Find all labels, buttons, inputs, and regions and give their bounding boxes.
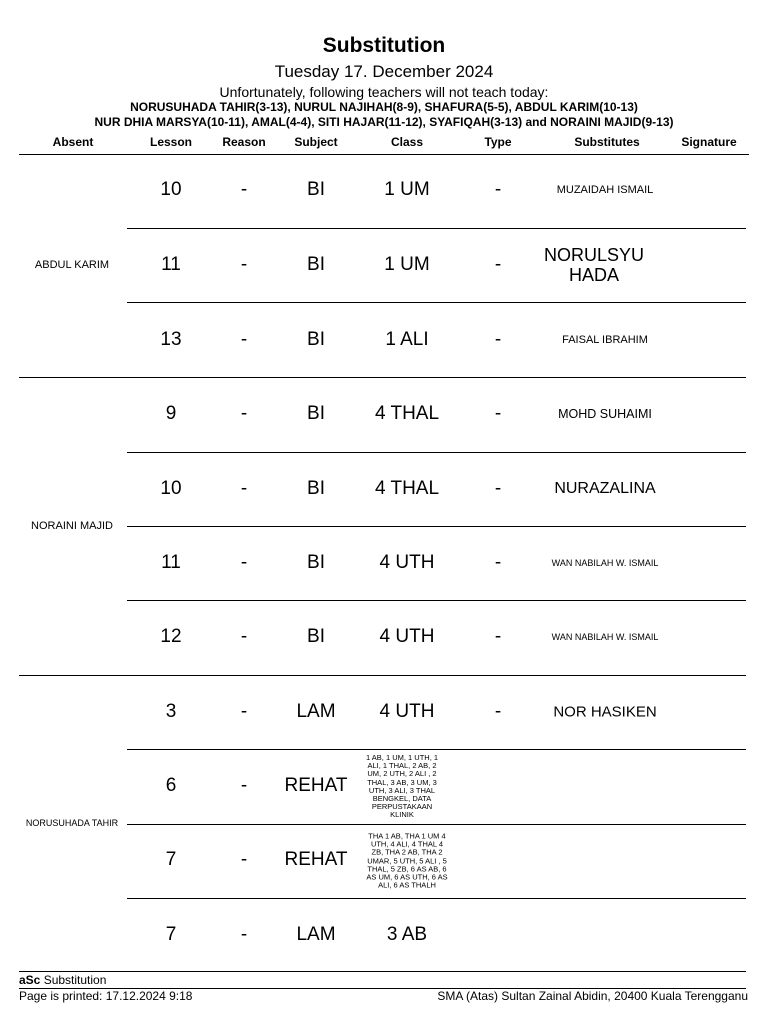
- reason-cell: -: [240, 403, 248, 424]
- substitute-cell: MOHD SUHAIMI: [558, 407, 652, 421]
- reason-cell: -: [240, 179, 248, 200]
- type-cell: -: [494, 329, 502, 350]
- subject-cell: BI: [307, 403, 325, 424]
- column-header-type: Type: [484, 135, 512, 149]
- subject-cell: BI: [307, 552, 325, 573]
- reason-cell: -: [240, 626, 248, 647]
- row-divider: [127, 600, 746, 601]
- column-header-absent: Absent: [52, 135, 94, 149]
- column-header-class: Class: [390, 135, 424, 149]
- intro-text: Unfortunately, following teachers will not teach today:: [219, 84, 549, 100]
- lesson-cell: 7: [165, 849, 177, 870]
- group-divider: [19, 377, 746, 378]
- reason-cell: -: [240, 924, 248, 945]
- reason-cell: -: [240, 254, 248, 275]
- column-header-signature: Signature: [681, 135, 737, 149]
- lesson-cell: 7: [165, 924, 177, 945]
- footer-school: SMA (Atas) Sultan Zainal Abidin, 20400 Kuala Terengganu: [437, 989, 748, 1003]
- subject-cell: REHAT: [284, 775, 348, 796]
- class-cell: 1 UM: [384, 179, 430, 200]
- class-cell: 4 THAL: [374, 478, 440, 499]
- type-cell: -: [494, 403, 502, 424]
- class-cell: 4 UTH: [379, 552, 435, 573]
- row-divider: [127, 302, 746, 303]
- absent-teacher: ABDUL KARIM: [34, 259, 110, 271]
- lesson-cell: 10: [160, 478, 182, 499]
- lesson-cell: 3: [165, 701, 177, 722]
- type-cell: -: [494, 179, 502, 200]
- footer-brand: [19, 973, 106, 987]
- lesson-cell: 11: [161, 254, 181, 275]
- footer-divider: [19, 971, 746, 972]
- reason-cell: -: [240, 478, 248, 499]
- reason-cell: -: [240, 775, 248, 796]
- substitute-cell: WAN NABILAH W. ISMAIL: [551, 632, 659, 642]
- subject-cell: BI: [307, 254, 325, 275]
- row-divider: [127, 898, 746, 899]
- type-cell: -: [494, 254, 502, 275]
- substitute-cell: MUZAIDAH ISMAIL: [556, 184, 654, 196]
- substitute-cell: WAN NABILAH W. ISMAIL: [551, 558, 659, 568]
- subject-cell: BI: [307, 626, 325, 647]
- lesson-cell: 11: [161, 552, 181, 573]
- absent-teacher: NORAINI MAJID: [31, 520, 113, 532]
- absent-teacher: NORUSUHADA TAHIR: [25, 818, 119, 828]
- lesson-cell: 10: [160, 179, 182, 200]
- class-cell: 4 UTH: [379, 701, 435, 722]
- column-header-lesson: Lesson: [149, 135, 193, 149]
- row-divider: [127, 452, 746, 453]
- lesson-cell: 12: [160, 626, 182, 647]
- substitute-cell: NURAZALINA: [554, 480, 656, 497]
- class-cell: 4 UTH: [379, 626, 435, 647]
- lesson-cell: 13: [160, 329, 182, 350]
- lesson-cell: 9: [165, 403, 177, 424]
- reason-cell: -: [240, 552, 248, 573]
- substitute-cell: NORULSYU HADA: [544, 245, 645, 285]
- header-divider: [19, 154, 749, 155]
- class-cell: THA 1 AB, THA 1 UM 4 UTH, 4 ALI, 4 THAL 4 ZB, THA 2 AB, THA 2 UMAR, 5 UTH, 5 ALI , 5 THAL, 5 ZB, 6 AS AB, 6 AS UM, 6 AS UTH, 6 AS ALI, 6 AS THALH: [366, 831, 448, 890]
- substitute-cell: FAISAL IBRAHIM: [562, 334, 648, 346]
- type-cell: -: [494, 478, 502, 499]
- subject-cell: LAM: [296, 924, 336, 945]
- class-cell: 1 AB, 1 UM, 1 UTH, 1 ALI, 1 THAL, 2 AB, 2 UM, 2 UTH, 2 ALI , 2 THAL, 3 AB, 3 UM, 3 UTH, 3 ALI, 3 THAL BENGKEL, DATA PERPUSTAKAAN KLINIK: [365, 753, 439, 820]
- subject-cell: BI: [307, 329, 325, 350]
- absent-teachers-line-1: NORUSUHADA TAHIR(3-13), NURUL NAJIHAH(8-9), SHAFURA(5-5), ABDUL KARIM(10-13): [130, 100, 638, 114]
- reason-cell: -: [240, 701, 248, 722]
- subject-cell: LAM: [296, 701, 336, 722]
- class-cell: 1 UM: [384, 254, 430, 275]
- class-cell: 3 AB: [386, 924, 428, 945]
- subject-cell: BI: [307, 478, 325, 499]
- row-divider: [127, 749, 746, 750]
- footer-print-date: Page is printed: 17.12.2024 9:18: [19, 989, 193, 1003]
- column-header-subject: Subject: [294, 135, 338, 149]
- column-header-substitutes: Substitutes: [574, 135, 640, 149]
- row-divider: [127, 228, 746, 229]
- row-divider: [127, 526, 746, 527]
- lesson-cell: 6: [165, 775, 177, 796]
- type-cell: -: [494, 552, 502, 573]
- class-cell: 1 ALI: [385, 329, 429, 350]
- reason-cell: -: [240, 329, 248, 350]
- page-date: Tuesday 17. December 2024: [274, 62, 494, 81]
- group-divider: [19, 675, 746, 676]
- column-header-reason: Reason: [222, 135, 266, 149]
- type-cell: -: [494, 626, 502, 647]
- reason-cell: -: [240, 849, 248, 870]
- absent-teachers-line-2: NUR DHIA MARSYA(10-11), AMAL(4-4), SITI HAJAR(11-12), SYAFIQAH(3-13) and NORAINI MAJID(9-13): [94, 115, 674, 129]
- page-title: Substitution: [322, 34, 446, 57]
- class-cell: 4 THAL: [374, 403, 440, 424]
- type-cell: -: [494, 701, 502, 722]
- substitute-cell: NOR HASIKEN: [553, 703, 657, 721]
- footer-brand-bold: aSc: [19, 973, 41, 987]
- subject-cell: REHAT: [284, 849, 348, 870]
- subject-cell: BI: [307, 179, 325, 200]
- row-divider: [127, 824, 746, 825]
- footer-brand-rest: Substitution: [40, 973, 107, 987]
